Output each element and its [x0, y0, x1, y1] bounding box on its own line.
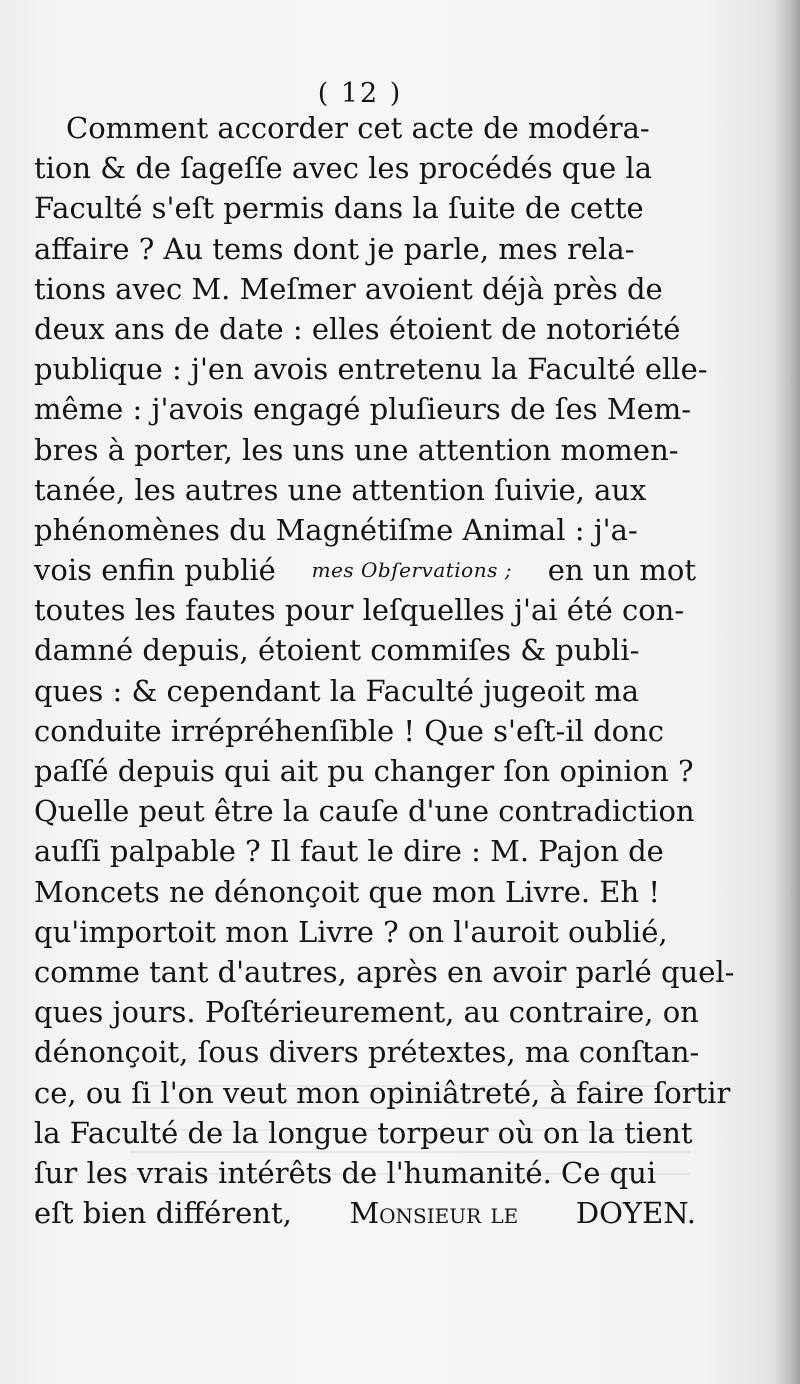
text-line: deux ans de date : elles étoient de notoriété [34, 311, 681, 346]
text-line: Quelle peut être la cauſe d'une contradiction [34, 794, 695, 829]
text-line: ques jours. Poſtérieurement, au contraire, on [34, 995, 699, 1030]
salutation-smallcaps: Monsieur le [349, 1196, 519, 1231]
text-line: la Faculté de la longue torpeur où on la tient [34, 1115, 693, 1150]
text-line: toutes les fautes pour leſquelles j'ai été con- [34, 593, 685, 628]
text-line: auſſi palpable ? Il faut le dire : M. Pajon de [34, 834, 664, 869]
body-text [34, 108, 735, 1233]
text-line: qu'importoit mon Livre ? on l'auroit oublié, [34, 914, 668, 949]
addressee: DOYEN. [575, 1196, 696, 1231]
closing-line [34, 1193, 696, 1233]
text-line: tions avec M. Meſmer avoient déjà près de [34, 271, 663, 306]
text-line: conduite irrépréhenſible ! Que s'eſt-il donc [34, 713, 665, 748]
text-line: comme tant d'autres, après en avoir parlé quel- [34, 954, 735, 989]
text-line: ce, ou ſi l'on veut mon opiniâtreté, à faire ſortir [34, 1075, 731, 1110]
text-line: tion & de ſageſſe avec les procédés que la [34, 151, 652, 186]
text-segment: vois enfin publié [34, 553, 276, 588]
page-edge-shadow [774, 0, 800, 1384]
text-line: Comment accorder cet acte de modéra- [66, 111, 650, 145]
text-line: ſur les vrais intérêts de l'humanité. Ce qui [34, 1155, 657, 1190]
text-line: phénomènes du Magnétiſme Animal : j'a- [34, 512, 638, 547]
text-segment: eſt bien différent, [34, 1196, 292, 1231]
page-number: ( 12 ) [317, 78, 403, 109]
text-line: tanée, les autres une attention ſuivie, aux [34, 472, 647, 507]
text-line: Moncets ne dénonçoit que mon Livre. Eh ! [34, 874, 661, 909]
text-segment: en un mot [547, 553, 696, 588]
text-line: affaire ? Au tems dont je parle, mes rela- [34, 231, 635, 266]
text-line: même : j'avois engagé pluſieurs de ſes Mem- [34, 392, 692, 427]
text-line: Faculté s'eſt permis dans la ſuite de cette [34, 191, 644, 226]
text-line: publique : j'en avois entretenu la Faculté elle- [34, 352, 708, 387]
text-line: ques : & cependant la Faculté jugeoit ma [34, 673, 639, 708]
text-line: paſſé depuis qui ait pu changer ſon opinion ? [34, 754, 694, 788]
text-line: dénonçoit, ſous divers prétextes, ma conſtan- [34, 1035, 700, 1070]
italic-title: mes Obſervations ; [311, 558, 512, 583]
text-line: damné depuis, étoient commiſes & publi- [34, 633, 640, 668]
text-line-with-italic [34, 550, 696, 590]
text-line: bres à porter, les uns une attention momen- [34, 432, 679, 467]
